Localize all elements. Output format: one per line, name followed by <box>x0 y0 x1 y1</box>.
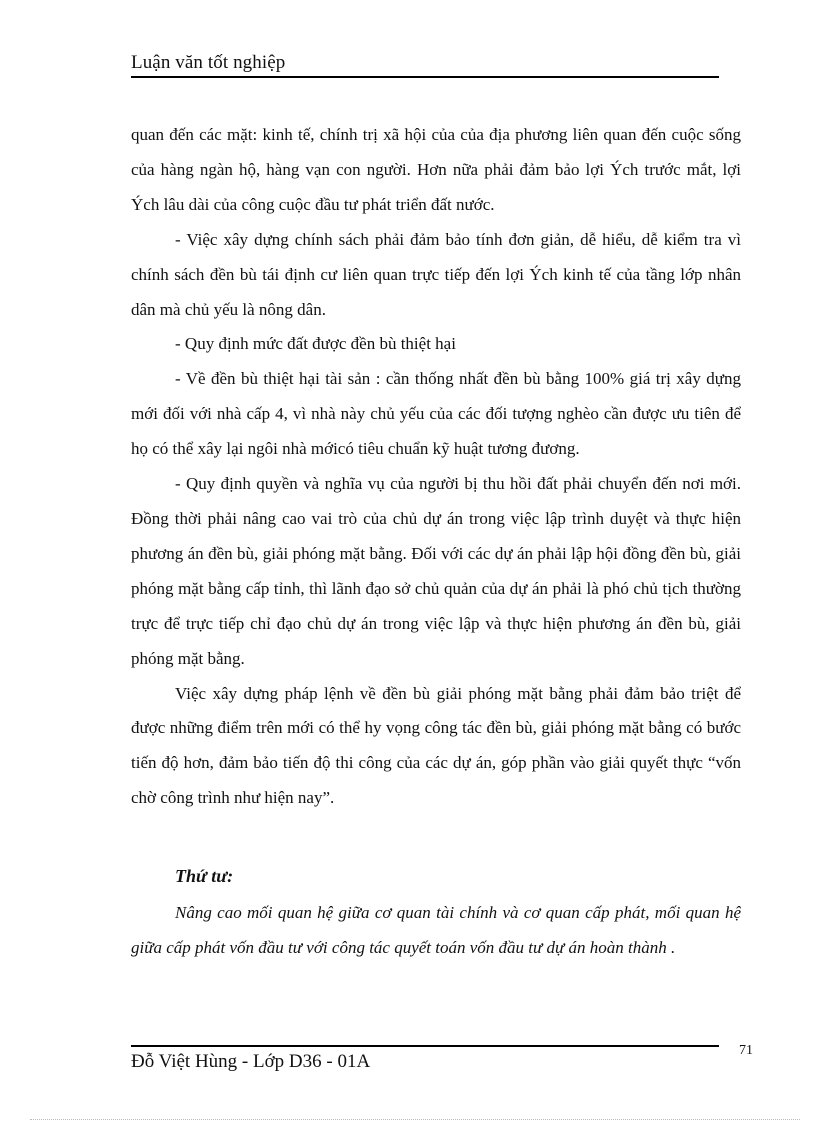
body-text <box>131 118 741 816</box>
paragraph-1: quan đến các mặt: kinh tế, chính trị xã hội của của địa phương liên quan đến cuộc sống của hàng ngàn hộ, hàng vạn con người. Hơn nữa phải đảm bảo lợi Ých trước mắt, lợi Ých lâu dài của công cuộc đầu tư phát triển đất nước. <box>131 125 741 214</box>
section-text-block <box>131 895 741 965</box>
paragraph-5: - Quy định quyền và nghĩa vụ của người bị thu hồi đất phải chuyển đến nơi mới. Đồng thời phải nâng cao vai trò của chủ dự án trong việc lập trình duyệt và thực hiện phương án đền bù, giải phóng mặt bằng. Đối với các dự án phải lập hội đồng đền bù, giải phóng mặt bằng cấp tỉnh, thì lãnh đạo sở chủ quản của dự án phải là phó chủ tịch thường trực để trực tiếp chỉ đạo chủ dự án trong việc lập và thực hiện phương án đền bù, giải phóng mặt bằng. <box>131 474 741 668</box>
footer-author: Đỗ Việt Hùng - Lớp D36 - 01A <box>131 1051 371 1072</box>
section-text: Nâng cao mối quan hệ giữa cơ quan tài chính và cơ quan cấp phát, mối quan hệ giữa cấp phát vốn đầu tư với công tác quyết toán vốn đầu tư dự án hoàn thành . <box>131 903 741 957</box>
paragraph-4: - Về đền bù thiệt hại tài sản : cần thống nhất đền bù bằng 100% giá trị xây dựng mới đối với nhà cấp 4, vì nhà này chủ yếu của các đối tượng nghèo cần được ưu tiên để họ có thể xây lại ngôi nhà mớicó tiêu chuẩn kỹ huật tương đương. <box>131 369 741 459</box>
section-heading: Thứ tư: <box>175 866 234 886</box>
page-bottom-divider <box>30 1119 800 1120</box>
paragraph-2: - Việc xây dựng chính sách phải đảm bảo tính đơn giản, dễ hiểu, dễ kiểm tra vì chính sách đền bù tái định cư liên quan trực tiếp đến lợi Ých kinh tế của tầng lớp nhân dân mà chủ yếu là nông dân. <box>131 229 741 319</box>
footer-rule <box>131 1045 719 1047</box>
header-title: Luận văn tốt nghiệp <box>131 52 286 73</box>
paragraph-3: - Quy định mức đất được đền bù thiệt hại <box>175 334 456 354</box>
paragraph-6: Việc xây dựng pháp lệnh về đền bù giải phóng mặt bằng phải đảm bảo triệt để được những điểm trên mới có thể hy vọng công tác đền bù, giải phóng mặt bằng có bước tiến độ hơn, đảm bảo tiến độ thi công của các dự án, góp phần vào giải quyết thực “vốn chờ công trình như hiện nay”. <box>131 683 741 808</box>
page-number: 71 <box>739 1043 753 1058</box>
header-rule <box>131 76 719 78</box>
